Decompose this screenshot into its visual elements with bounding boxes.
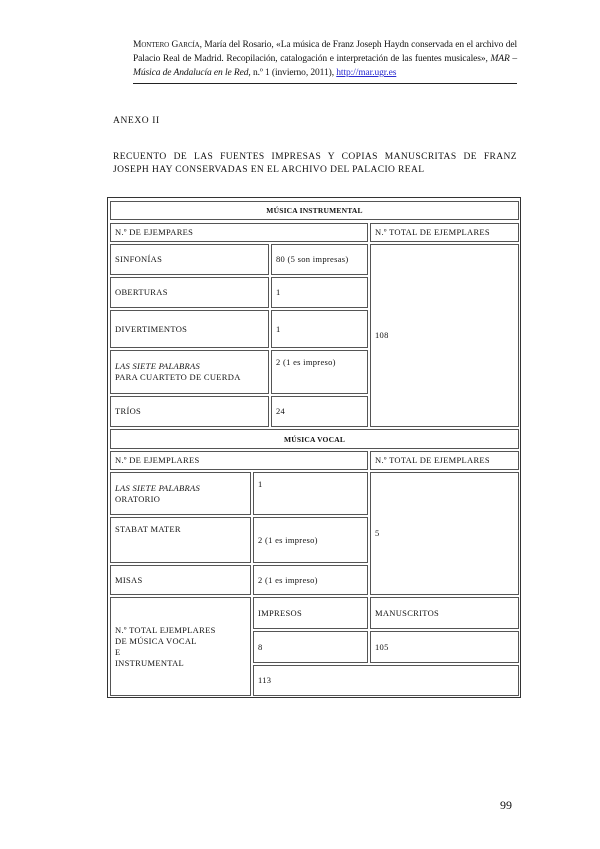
instrumental-row-label bbox=[110, 244, 269, 275]
vocal-total-header bbox=[370, 451, 519, 470]
vocal-row-count bbox=[253, 565, 368, 595]
instrumental-row-count bbox=[271, 277, 368, 308]
summary-label-line: N.º TOTAL EJEMPLARES bbox=[115, 624, 216, 635]
instrumental-row-1-label: OBERTURAS bbox=[115, 287, 168, 297]
vocal-row-1-label: STABAT MATER bbox=[115, 524, 181, 534]
printed-header-cell bbox=[253, 597, 368, 629]
vocal-row-0-count: 1 bbox=[258, 479, 263, 489]
sources-table bbox=[107, 197, 521, 698]
summary-label-line: DE MÚSICA VOCAL bbox=[115, 635, 197, 646]
vocal-title-cell bbox=[110, 429, 519, 449]
instrumental-row-count bbox=[271, 310, 368, 348]
instrumental-row-3-count: 2 (1 es impreso) bbox=[276, 357, 336, 367]
printed-count: 8 bbox=[258, 641, 263, 652]
instrumental-row-count bbox=[271, 350, 368, 394]
vocal-row-label bbox=[110, 565, 251, 595]
vocal-row-2-label: MISAS bbox=[115, 574, 143, 585]
instrumental-count-header-text: N.º DE EJEMPARES bbox=[115, 227, 194, 237]
instrumental-row-count bbox=[271, 244, 368, 275]
vocal-row-label bbox=[110, 517, 251, 563]
header-rule bbox=[133, 83, 517, 84]
vocal-row-0-label-italic: LAS SIETE PALABRAS bbox=[115, 482, 201, 493]
instrumental-title-cell bbox=[110, 201, 519, 220]
manuscript-header-cell bbox=[370, 597, 519, 629]
vocal-total-cell bbox=[370, 472, 519, 595]
vocal-count-header bbox=[110, 451, 368, 470]
instrumental-title: MÚSICA INSTRUMENTAL bbox=[266, 206, 363, 215]
instrumental-row-0-label: SINFONÍAS bbox=[115, 254, 163, 264]
instrumental-row-1-count: 1 bbox=[276, 287, 281, 297]
vocal-row-1-count: 2 (1 es impreso) bbox=[258, 534, 318, 545]
page-number: 99 bbox=[500, 798, 512, 812]
manuscript-header: MANUSCRITOS bbox=[375, 607, 440, 618]
citation-header bbox=[133, 38, 517, 80]
instrumental-row-label bbox=[110, 396, 269, 427]
instrumental-row-3-label: PARA CUARTETO DE CUERDA bbox=[115, 372, 241, 382]
journal-title: MAR – Música de Andalucía en le Red bbox=[133, 54, 517, 78]
journal-url-link[interactable]: http://mar.ugr.es bbox=[336, 68, 397, 78]
instrumental-row-4-label: TRÍOS bbox=[115, 406, 142, 416]
grand-total: 113 bbox=[258, 675, 272, 685]
manuscript-count: 105 bbox=[375, 641, 389, 652]
manuscript-count-cell bbox=[370, 631, 519, 663]
vocal-title: MÚSICA VOCAL bbox=[283, 434, 346, 444]
vocal-row-count bbox=[253, 517, 368, 563]
summary-label-cell bbox=[110, 597, 251, 696]
instrumental-row-3-label-italic: LAS SIETE PALABRAS bbox=[115, 361, 201, 371]
vocal-total-header-text: N.º TOTAL DE EJEMPLARES bbox=[375, 455, 490, 465]
instrumental-row-count bbox=[271, 396, 368, 427]
instrumental-row-label bbox=[110, 350, 269, 394]
instrumental-row-2-label: DIVERTIMENTOS bbox=[115, 323, 188, 334]
vocal-row-count bbox=[253, 472, 368, 515]
instrumental-row-label bbox=[110, 277, 269, 308]
vocal-total: 5 bbox=[375, 528, 380, 538]
vocal-row-label bbox=[110, 472, 251, 515]
summary-label-line: E bbox=[115, 646, 121, 657]
instrumental-total: 108 bbox=[375, 330, 389, 340]
section-heading: RECUENTO DE LAS FUENTES IMPRESAS Y COPIAS MANUSCRITAS DE FRANZ JOSEPH HAY CONSERVADAS EN EL ARCHIVO DEL PALACIO REAL bbox=[113, 152, 517, 175]
summary-label-line: INSTRUMENTAL bbox=[115, 657, 185, 668]
printed-header: IMPRESOS bbox=[258, 607, 302, 618]
citation-issue: , n.º 1 (invierno, 2011), bbox=[248, 68, 337, 78]
author-name: Montero García bbox=[133, 40, 200, 50]
printed-count-cell bbox=[253, 631, 368, 663]
vocal-row-2-count: 2 (1 es impreso) bbox=[258, 574, 318, 585]
instrumental-total-header bbox=[370, 223, 519, 242]
instrumental-row-2-count: 1 bbox=[276, 323, 281, 334]
instrumental-row-4-count: 24 bbox=[276, 406, 286, 416]
vocal-row-0-label: ORATORIO bbox=[115, 493, 161, 504]
instrumental-row-0-count: 80 (5 son impresas) bbox=[276, 254, 349, 264]
citation-text: , María del Rosario, «La música de Franz Joseph Haydn conservada en el archivo del Palacio Real de Madrid. Recopilación, catalogación e interpretación de las fuentes musicales», bbox=[133, 40, 518, 64]
vocal-count-header-text: N.º DE EJEMPLARES bbox=[115, 455, 200, 465]
grand-total-cell bbox=[253, 665, 519, 696]
instrumental-total-header-text: N.º TOTAL DE EJEMPLARES bbox=[375, 227, 490, 237]
annex-label: ANEXO II bbox=[113, 116, 160, 126]
instrumental-count-header bbox=[110, 223, 368, 242]
instrumental-row-label bbox=[110, 310, 269, 348]
instrumental-total-cell bbox=[370, 244, 519, 427]
